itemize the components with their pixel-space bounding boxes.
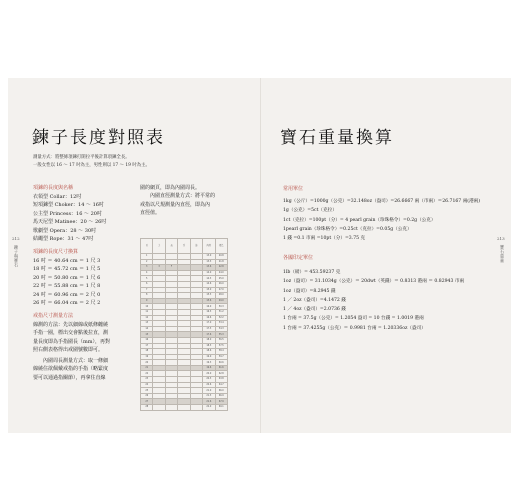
table-cell: 20.6	[203, 382, 215, 388]
list-item: 1oz（盎司）= 31.1034g（公克）＝ 20dwt（英錢）＝ 0.8313 港兩 ＝ 0.82943 市兩	[283, 279, 465, 285]
table-cell: 6	[141, 281, 153, 287]
table-cell	[153, 405, 165, 411]
table-cell: 12	[141, 315, 153, 321]
table-cell: 52.2	[215, 315, 227, 321]
list-item: 衣領型 Collar：12吋	[33, 194, 82, 200]
list-item: 1 台兩 = 37.4255g（公克）＝ 0.9981 台兩 = 1.20336oz（盎司）	[283, 325, 426, 331]
table-cell: 45.0	[215, 276, 227, 282]
paragraph-line: 照右側表格得出戒圍號數即可。	[33, 347, 104, 354]
conversion-list	[33, 257, 100, 307]
list-item: 結繩型 Rope：31 ～ 47吋	[33, 236, 94, 243]
table-cell: 58.4	[215, 349, 227, 355]
table-cell: 22	[141, 371, 153, 377]
ring-table-body	[141, 254, 228, 411]
table-cell: 42.8	[215, 265, 227, 271]
table-cell: 59.7	[215, 354, 227, 360]
table-cell: 7	[141, 287, 153, 293]
table-cell: 11	[141, 309, 153, 315]
table-header-cell: 美	[153, 239, 165, 254]
table-cell: 50.3	[215, 304, 227, 310]
right-page-title: 寶石重量換算	[280, 128, 394, 148]
table-cell: 57.5	[215, 343, 227, 349]
paragraph-line: 手指一圈，標出交會點後拉直，測	[33, 330, 109, 337]
table-cell: 69.1	[215, 405, 227, 411]
table-cell: 14.3	[203, 276, 215, 282]
table-cell: 13.6	[203, 265, 215, 271]
table-cell: 56.5	[215, 337, 227, 343]
list-item: 馬天尼型 Matinee：20 ～ 26吋	[33, 219, 107, 226]
table-cell: 40.8	[215, 254, 227, 260]
table-cell: 53.4	[215, 321, 227, 327]
table-cell: 63.8	[215, 377, 227, 383]
paragraph-line: 線繞住欲佩戴戒指的手指（略緊度	[33, 366, 109, 373]
table-cell: 1	[141, 254, 153, 260]
table-cell: 66.0	[215, 388, 227, 394]
table-cell: 41.8	[215, 259, 227, 265]
necklace-names-list	[33, 193, 106, 243]
list-item: 1 台兩 = 37.5g（公克）= 1.2054 盎司 = 10 台錢 = 1.0019 港兩	[283, 316, 424, 322]
metric-units-list	[283, 268, 464, 333]
intro-line: 測量方式：將整條項鍊打開拉平後計算項鍊全長。	[33, 155, 130, 160]
table-header-cell: 周長	[215, 239, 227, 254]
table-cell: 24	[141, 382, 153, 388]
table-cell: 15.3	[203, 293, 215, 299]
table-cell: 28	[141, 405, 153, 411]
table-cell: 15	[141, 332, 153, 338]
list-item: 1 ／ 4oz（盎司）=2.0736 錢	[283, 307, 346, 313]
table-cell: 8	[141, 293, 153, 299]
table-cell: 16.0	[203, 304, 215, 310]
list-item: 24 吋 ＝ 60.96 cm ＝ 2 尺 0	[33, 291, 101, 298]
list-item: 1 ／ 2oz（盎司）=4.1472 錢	[283, 297, 346, 303]
table-cell: 18.3	[203, 343, 215, 349]
list-item: 1oz（盎司）=8.2945 錢	[283, 288, 336, 294]
list-item: 1ct（克拉）=100pt（分）= 4 pearl grain（珍珠格令）=0.2g（公克）	[283, 217, 436, 223]
table-cell: 18.6	[203, 349, 215, 355]
paragraph-line: 內圍直徑測量方式：將平常的	[150, 193, 216, 200]
list-item: 26 吋 ＝ 66.04 cm ＝ 2 尺 2	[33, 300, 101, 307]
table-cell: 15.6	[203, 298, 215, 304]
table-cell: 25	[141, 388, 153, 394]
common-units-title: 常用單位	[283, 186, 304, 192]
table-cell: 19	[141, 354, 153, 360]
table-cell: 20.0	[203, 371, 215, 377]
table-cell: 16	[141, 337, 153, 343]
list-item: 1pearl grain（珍珠格令）=0.25ct（克拉）=0.05g（公克）	[283, 226, 412, 232]
table-cell: 20	[141, 360, 153, 366]
table-cell: 48.0	[215, 293, 227, 299]
paragraph-line: 戒指以尺規測量內直徑，即為內	[140, 201, 211, 208]
ring-para-paragraph	[33, 357, 108, 382]
table-cell: 46.0	[215, 281, 227, 287]
table-cell: 22.0	[203, 405, 215, 411]
table-cell: 3	[141, 265, 153, 271]
paragraph-line: 圍的網頁，即為內圍周長。	[140, 185, 201, 191]
table-cell: 19.0	[203, 354, 215, 360]
table-header-row	[141, 239, 228, 254]
conversion-section-title: 項鍊的長度尺寸換算	[33, 249, 79, 255]
table-cell: 14.0	[203, 270, 215, 276]
table-cell: 51.2	[215, 309, 227, 315]
metric-units-title: 各國印定單位	[283, 255, 314, 261]
table-cell: 17	[141, 343, 153, 349]
list-item: 1lb（磅）= 453.59237 克	[283, 270, 341, 275]
table-header-cell: 港	[190, 239, 202, 254]
table-cell: 9	[141, 298, 153, 304]
table-cell	[165, 405, 177, 411]
table-header-cell: 英	[165, 239, 177, 254]
list-item: 短項鍊型 Choker：14 ～ 16吋	[33, 202, 104, 209]
table-cell: 19.3	[203, 360, 215, 366]
table-cell: 21.6	[203, 399, 215, 405]
table-header-cell: 日	[141, 239, 153, 254]
table-row	[141, 405, 228, 411]
table-cell: 16.6	[203, 315, 215, 321]
paragraph-line: 線測的方法：先以細線或紙條纏繞	[33, 322, 109, 328]
table-cell: 60.6	[215, 360, 227, 366]
right-side-label: 寶石重量	[500, 245, 505, 263]
ring-section-title: 戒指尺寸測量方法	[33, 313, 74, 319]
table-header-cell: 內徑	[203, 239, 215, 254]
table-cell: 18.0	[203, 337, 215, 343]
list-item: 18 吋 ＝ 45.72 cm ＝ 1 尺 5	[33, 266, 101, 273]
list-item: 1kg（公斤）=1000g（公克）=32.148oz（盎司）=26.6667 兩（市兩）＝26.7167 兩(港兩)	[283, 199, 481, 204]
table-cell: 21.3	[203, 393, 215, 399]
table-cell: 67.9	[215, 399, 227, 405]
table-cell: 27	[141, 399, 153, 405]
table-cell: 64.7	[215, 382, 227, 388]
left-side-label: 錬子與寶石	[14, 245, 19, 268]
ring-size-table	[140, 238, 228, 411]
table-cell: 49.0	[215, 298, 227, 304]
table-cell: 21.0	[203, 388, 215, 394]
left-intro	[33, 154, 150, 170]
table-cell: F	[165, 265, 177, 271]
list-item: 22 吋 ＝ 55.88 cm ＝ 1 尺 8	[33, 283, 101, 290]
list-item: 16 吋 ＝ 40.64 cm ＝ 1 尺 3	[33, 258, 101, 264]
left-page-number: 212	[12, 236, 20, 241]
necklace-section-title: 項鍊的長度與名稱	[33, 185, 74, 191]
table-cell	[178, 405, 190, 411]
table-cell: 61.6	[215, 365, 227, 371]
ring-diameter-paragraph	[140, 184, 215, 218]
right-page-number: 213	[497, 236, 505, 241]
left-page-title: 鍊子長度對照表	[32, 128, 165, 148]
paragraph-line: 要可以通過指關節），再拿住直線	[33, 374, 106, 381]
table-cell: 2	[141, 259, 153, 265]
table-cell: 5	[141, 276, 153, 282]
table-cell: 21	[141, 365, 153, 371]
table-cell: 14	[141, 326, 153, 332]
list-item: 1g（公克）=5ct（克拉）	[283, 208, 337, 214]
table-cell: 26	[141, 393, 153, 399]
table-cell: 17.3	[203, 326, 215, 332]
intro-line: 一般女性以 16 ～ 17 吋為主，男性則以 17 ～ 19 吋為主。	[33, 163, 150, 168]
table-cell	[190, 405, 202, 411]
table-cell: 44.0	[215, 270, 227, 276]
table-cell: 55.3	[215, 332, 227, 338]
list-item: 歌劇型 Opera：28 ～ 30吋	[33, 227, 97, 234]
table-cell: 47.0	[215, 287, 227, 293]
list-item: 公主型 Princess：16 ～ 20吋	[33, 210, 102, 217]
book-spine	[260, 78, 261, 433]
table-cell: 15.0	[203, 287, 215, 293]
list-item: 20 吋 ＝ 50.80 cm ＝ 1 尺 6	[33, 274, 101, 281]
paragraph-line: 直徑值。	[140, 210, 161, 217]
table-cell: 10	[141, 304, 153, 310]
table-cell: 18	[141, 349, 153, 355]
table-cell: 17.6	[203, 332, 215, 338]
table-cell: 66.9	[215, 393, 227, 399]
table-cell: 13	[141, 321, 153, 327]
list-item: 1 錢 =0.1 市兩 =10pt（分）=3.75 克	[283, 236, 366, 242]
table-cell: 62.8	[215, 371, 227, 377]
table-cell: 17.0	[203, 321, 215, 327]
table-cell: 3	[153, 265, 165, 271]
table-cell: 13.3	[203, 259, 215, 265]
paragraph-line: 內圍周長測量方式：取一條細	[43, 358, 109, 364]
common-units-list	[283, 197, 480, 243]
table-cell: 20.3	[203, 377, 215, 383]
table-header-cell: 香	[178, 239, 190, 254]
table-cell: 13.0	[203, 254, 215, 260]
ring-method-paragraph	[33, 321, 110, 355]
table-cell: 19.6	[203, 365, 215, 371]
table-cell: 16.3	[203, 309, 215, 315]
table-cell: 14.6	[203, 281, 215, 287]
table-cell: 54.3	[215, 326, 227, 332]
paragraph-line: 量長度即為手指圍長（mm），再對	[33, 338, 110, 345]
table-cell: 4	[141, 270, 153, 276]
table-cell: 23	[141, 377, 153, 383]
